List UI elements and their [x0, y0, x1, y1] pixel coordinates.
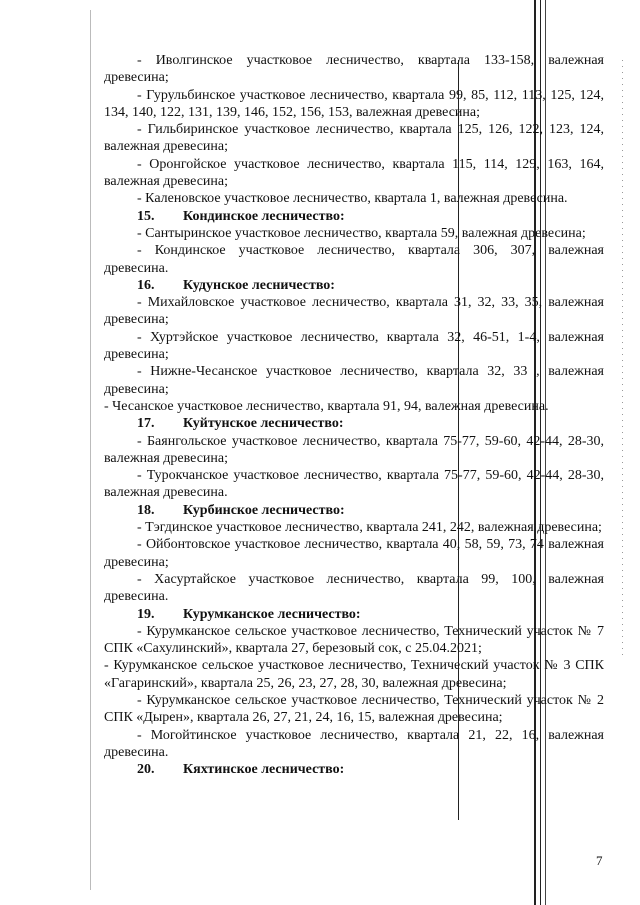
paragraph: - Баянгольское участковое лесничество, квартала 75-77, 59-60, 42-44, 28-30, валежная древесина;	[104, 433, 604, 466]
paragraph: - Каленовское участковое лесничество, квартала 1, валежная древесина.	[137, 191, 568, 207]
section-title: Кяхтинское лесничество:	[183, 762, 345, 778]
section-title: Курбинское лесничество:	[183, 502, 345, 518]
paragraph: - Сантыринское участковое лесничество, квартала 59, валежная древесина;	[137, 225, 586, 241]
section-number: 20.	[137, 762, 155, 778]
section-title: Куйтунское лесничество:	[183, 416, 344, 432]
section-heading	[104, 761, 604, 778]
section-number: 15.	[137, 208, 155, 224]
paragraph: - Курумканское сельское участковое лесничество, Технический участок № 2 СПК «Дырен», квартала 26, 27, 21, 24, 16, 15, валежная древесина;	[104, 692, 604, 726]
page-number: 7	[596, 853, 603, 868]
paragraph: - Курумканское сельское участковое лесничество, Технический участок № 7 СПК «Сахулинский», квартала 27, березовый сок, с 25.04.2021;	[104, 623, 604, 657]
paragraph: - Гурульбинское участковое лесничество, квартала 99, 85, 112, 113, 125, 124, 134, 140, 122, 131, 139, 146, 152, 156, 153, валежная древесина;	[104, 87, 604, 120]
paragraph: - Хасуртайское участковое лесничество, квартала 99, 100, валежная древесина.	[104, 571, 604, 605]
section-heading	[104, 415, 604, 432]
paragraph: - Ойбонтовское участковое лесничество, квартала 40, 58, 59, 73, 74 валежная древесина;	[104, 537, 604, 570]
scan-dots	[622, 60, 623, 660]
section-number: 18.	[137, 502, 155, 518]
section-heading	[104, 502, 604, 519]
paragraph: - Оронгойское участковое лесничество, квартала 115, 114, 129, 163, 164, валежная древесина;	[104, 156, 604, 190]
paragraph: - Чесанское участковое лесничество, квартала 91, 94, валежная древесина.	[104, 398, 549, 414]
section-heading	[104, 208, 604, 225]
paragraph: - Иволгинское участковое лесничество, квартала 133-158, валежная древесина;	[104, 53, 604, 86]
section-number: 17.	[137, 416, 155, 432]
paragraph: - Нижне-Чесанское участковое лесничество, квартала 32, 33 , валежная древесина;	[104, 364, 604, 397]
document-body	[104, 52, 604, 778]
section-heading	[104, 606, 604, 623]
paragraph: - Курумканское сельское участковое лесничество, Технический участок № 3 СПК «Гагаринский», квартала 25, 26, 23, 27, 28, 30, валежная древесина;	[104, 658, 604, 691]
section-title: Кондинское лесничество:	[183, 208, 345, 224]
scan-line	[90, 10, 91, 890]
paragraph: - Тэгдинское участковое лесничество, квартала 241, 242, валежная древесина;	[137, 520, 602, 536]
section-title: Кудунское лесничество:	[183, 277, 335, 293]
section-heading	[104, 277, 604, 294]
paragraph: - Михайловское участковое лесничество, квартала 31, 32, 33, 35, валежная древесина;	[104, 295, 604, 328]
section-title: Курумканское лесничество:	[183, 606, 361, 622]
paragraph: - Могойтинское участковое лесничество, квартала 21, 22, 16, валежная древесина.	[104, 727, 604, 760]
section-number: 19.	[137, 606, 155, 622]
paragraph: - Кондинское участковое лесничество, квартала 306, 307, валежная древесина.	[104, 243, 604, 276]
paragraph: - Хуртэйское участковое лесничество, квартала 32, 46-51, 1-4, валежная древесина;	[104, 329, 604, 363]
section-number: 16.	[137, 277, 155, 293]
paragraph: - Гильбиринское участковое лесничество, квартала 125, 126, 122, 123, 124, валежная древесина;	[104, 122, 604, 155]
paragraph: - Турокчанское участковое лесничество, квартала 75-77, 59-60, 42-44, 28-30, валежная древесина.	[104, 468, 604, 501]
